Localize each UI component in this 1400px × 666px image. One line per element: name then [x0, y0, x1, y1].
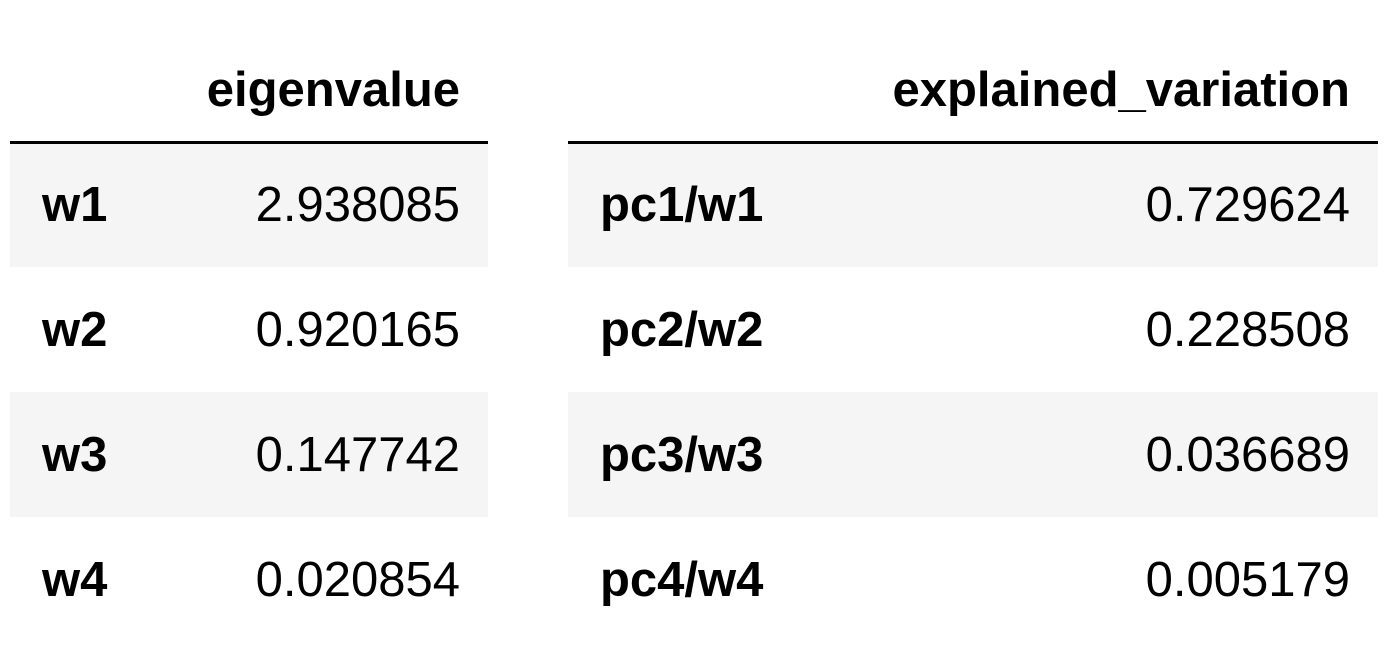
table-row — [568, 142, 1378, 267]
eigenvalue-table — [10, 40, 488, 642]
table-row — [568, 267, 1378, 392]
eigenvalue-cell: 0.147742 — [255, 427, 460, 482]
row-index: w1 — [42, 178, 108, 233]
eigenvalue-cell: 0.020854 — [255, 552, 460, 607]
row-index: pc4/w4 — [600, 552, 764, 607]
explained-variation-cell: 0.228508 — [1145, 302, 1350, 357]
explained-variation-cell: 0.729624 — [1145, 178, 1350, 233]
row-index: w4 — [42, 552, 108, 607]
row-index: pc1/w1 — [600, 178, 764, 233]
table-row — [568, 392, 1378, 517]
table-row — [10, 267, 488, 392]
explained-variation-cell: 0.005179 — [1145, 552, 1350, 607]
row-index: pc2/w2 — [600, 302, 764, 357]
row-index: w3 — [42, 427, 108, 482]
index-header-blank — [568, 40, 864, 142]
index-header-blank — [10, 40, 179, 142]
row-index: w2 — [42, 302, 108, 357]
header-row — [568, 40, 1378, 142]
row-index: pc3/w3 — [600, 427, 764, 482]
table-row — [10, 517, 488, 642]
explained-variation-column-header: explained_variation — [864, 40, 1378, 142]
explained-variation-table — [568, 40, 1378, 642]
header-row — [10, 40, 488, 142]
eigenvalue-cell: 2.938085 — [255, 178, 460, 233]
table-row — [10, 392, 488, 517]
table-row — [568, 517, 1378, 642]
explained-variation-cell: 0.036689 — [1145, 427, 1350, 482]
table-row — [10, 142, 488, 267]
eigenvalue-column-header: eigenvalue — [179, 40, 488, 142]
eigenvalue-cell: 0.920165 — [255, 302, 460, 357]
